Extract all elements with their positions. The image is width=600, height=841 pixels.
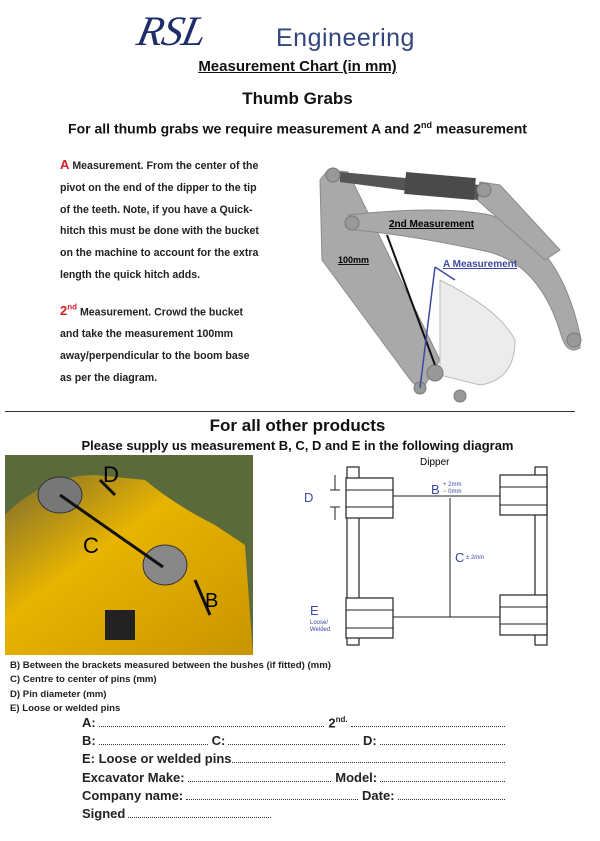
thumb-instructions (60, 154, 260, 399)
second-text: Measurement. Crowd the bucket and take the measurement 100mm away/perpendicular to the boom base as per the diagram. (60, 306, 250, 384)
photo-label-b: B (205, 590, 219, 612)
a-measurement-label: A Measurement (443, 259, 518, 270)
model-field-label: Model: (335, 769, 378, 785)
d-field[interactable] (380, 733, 505, 745)
second-label (60, 303, 77, 318)
photo-label-d: D (103, 462, 119, 487)
a-measurement-instruction (60, 154, 260, 287)
pin-dimension-diagram (290, 450, 600, 650)
note-d: D) Pin diameter (mm) (10, 688, 107, 700)
d-field-label: D: (363, 733, 377, 749)
note-b: B) Between the brackets measured between the bushes (if fitted) (mm) (10, 660, 331, 671)
100mm-label: 100mm (338, 255, 370, 265)
bush-bottom-right (500, 595, 547, 635)
make-field-label: Excavator Make: (82, 769, 185, 785)
second-field-label (328, 715, 347, 730)
b-field[interactable] (99, 733, 208, 745)
thumb-requirement (0, 120, 595, 137)
measurement-notes (10, 659, 331, 717)
date-field-label: Date: (362, 787, 395, 803)
c-field-label: C: (211, 733, 226, 749)
bush-top-left (346, 478, 393, 518)
bush-bottom-left (346, 598, 393, 638)
bush-top-right (500, 475, 547, 515)
excavator-arm-diagram (300, 160, 600, 410)
e-label: E (310, 603, 319, 618)
pivot-icon (326, 168, 340, 182)
req-text: For all thumb grabs we require measurement A and 2 (68, 120, 421, 137)
c-field[interactable] (228, 733, 359, 745)
second-measurement-label: 2nd Measurement (389, 219, 475, 230)
b-label: B (431, 482, 440, 497)
second-measurement-instruction (60, 297, 260, 390)
pivot-icon (567, 333, 581, 347)
pivot-icon (427, 365, 443, 381)
c-tolerance: ± 2mm (466, 555, 485, 561)
b-tolerance-plus: + 2mm (443, 482, 462, 488)
cylinder-body (404, 172, 476, 200)
a-field[interactable] (99, 715, 325, 727)
logo-engineering: Engineering (276, 24, 415, 52)
page-title: Measurement Chart (in mm) (198, 58, 397, 75)
a-label: A (60, 157, 70, 172)
e-sub-loose: Loose/ (310, 620, 329, 626)
second-sup: nd (67, 302, 78, 312)
signed-field-label: Signed (82, 805, 126, 821)
company-field[interactable] (186, 788, 358, 800)
thumb-grabs-heading: Thumb Grabs (242, 89, 353, 108)
warning-sticker (105, 610, 135, 640)
boom-link (320, 170, 440, 390)
model-field[interactable] (380, 770, 505, 782)
photo-label-c: C (83, 533, 99, 558)
company-field-label: Company name: (82, 787, 184, 803)
b-field-label: B: (82, 733, 96, 749)
date-field[interactable] (398, 788, 505, 800)
measurement-form (82, 715, 505, 824)
a-text: Measurement. From the center of the pivot on the end of the dipper to the tip of the teeth. Note, if you have a Quick-hitch this must be done with the bucket on the machine to account for the extra length the quick hitch adds. (60, 160, 259, 281)
e-field[interactable] (232, 751, 505, 763)
logo-rsl: RSL (133, 9, 210, 55)
other-requirement: Please supply us measurement B, C, D and E in the following diagram (81, 438, 514, 453)
pivot-icon (345, 216, 359, 230)
other-products-heading: For all other products (209, 416, 386, 435)
d-label: D (304, 490, 314, 505)
bracket-photo (5, 455, 253, 655)
pivot-icon (477, 183, 491, 197)
pivot-icon (454, 390, 466, 402)
c-label: C (455, 550, 465, 565)
signed-field[interactable] (128, 806, 271, 818)
second-field[interactable] (351, 715, 505, 727)
e-sub-welded: Welded (310, 627, 331, 633)
second-num: 2 (328, 715, 336, 731)
e-field-label: E: Loose or welded pins (82, 751, 232, 767)
make-field[interactable] (188, 770, 332, 782)
note-e: E) Loose or welded pins (10, 703, 121, 715)
pin-bottom (143, 545, 187, 585)
bucket (440, 280, 515, 385)
second-num: 2 (60, 303, 68, 319)
note-c: C) Centre to center of pins (mm) (10, 674, 157, 686)
dipper-label: Dipper (420, 457, 450, 468)
section-divider (5, 411, 575, 412)
a-field-label: A: (82, 715, 96, 731)
req-sup: nd (421, 120, 432, 130)
second-sup: nd. (335, 715, 348, 724)
b-tolerance-minus: − 0mm (443, 489, 462, 495)
req-text-end: measurement (432, 120, 527, 137)
